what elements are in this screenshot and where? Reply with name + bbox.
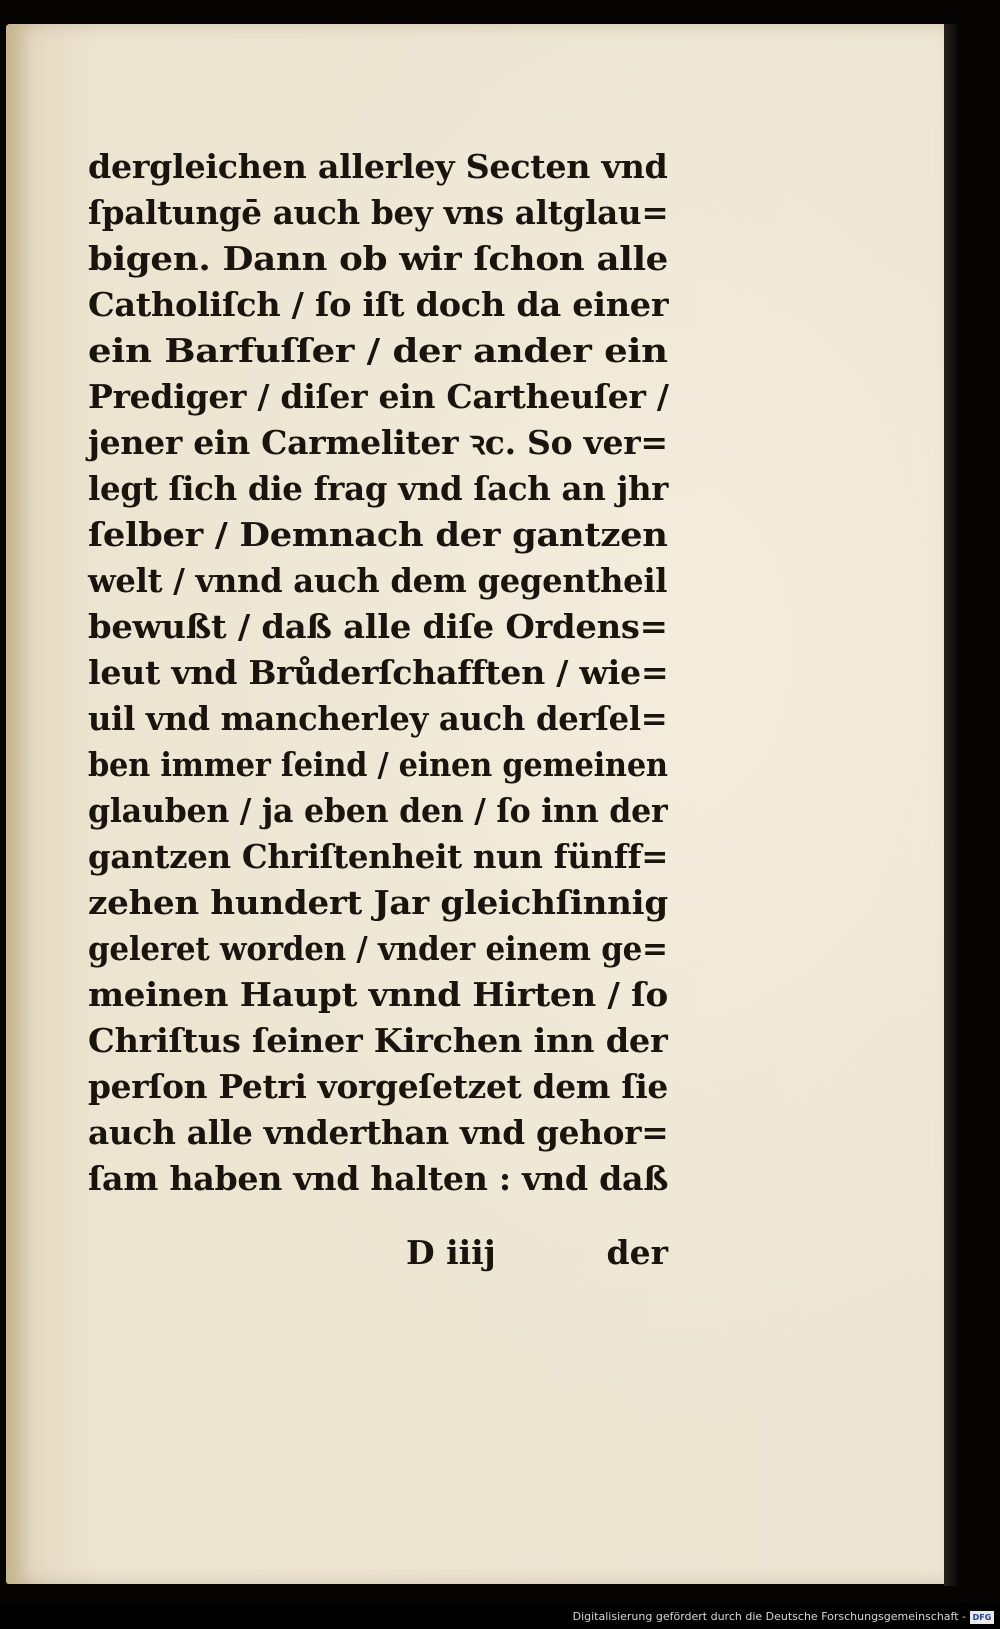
text-line-1: dergleichen allerley Secten vnd — [88, 147, 668, 186]
text-line-21: perſon Petri vorgeſetzet dem ſie — [88, 1067, 668, 1106]
catchword: der — [606, 1233, 668, 1272]
page-gutter-shadow — [6, 24, 32, 1584]
text-line-5: ein Barfuſſer / der ander ein — [88, 331, 668, 370]
text-line-12: leut vnd Brůderſchafften / wie= — [88, 653, 669, 692]
text-line-4: Catholiſch / ſo iſt doch da einer — [88, 285, 669, 324]
text-line-7: jener ein Carmeliter ꝛc. So ver= — [88, 423, 668, 462]
text-line-22: auch alle vnderthan vnd gehor= — [88, 1113, 669, 1152]
text-line-9: ſelber / Demnach der gantzen — [88, 515, 668, 554]
text-line-16: gantzen Chriſtenheit nun fünff= — [88, 837, 669, 876]
text-line-13: uil vnd mancherley auch derſel= — [88, 699, 668, 738]
text-line-20: Chriſtus ſeiner Kirchen inn der — [88, 1021, 668, 1060]
signature-mark: D iiij — [406, 1233, 496, 1272]
text-line-17: zehen hundert Jar gleichſinnig — [88, 883, 668, 922]
text-line-14: ben immer ſeind / einen gemeinen — [88, 745, 668, 784]
text-line-6: Prediger / diſer ein Cartheuſer / — [88, 377, 669, 416]
dfg-logo-icon: DFG — [970, 1611, 994, 1624]
credit-bar — [0, 1603, 1000, 1629]
text-line-10: welt / vnnd auch dem gegentheil — [88, 561, 668, 600]
text-line-11: bewußt / daß alle diſe Ordens= — [88, 607, 668, 646]
text-line-23: ſam haben vnd halten : vnd daß — [88, 1159, 669, 1198]
text-line-15: glauben / ja eben den / ſo inn der — [88, 791, 668, 830]
digitization-credit: Digitalisierung gefördert durch die Deutsche Forschungsgemeinschaft - — [572, 1610, 966, 1623]
text-line-3: bigen. Dann ob wir ſchon alle — [88, 239, 669, 278]
text-line-2: ſpaltungē auch bey vns altglau= — [88, 193, 669, 232]
text-line-19: meinen Haupt vnnd Hirten / ſo — [88, 975, 668, 1014]
text-line-18: geleret worden / vnder einem ge= — [88, 929, 668, 968]
page-footer — [88, 1233, 668, 1277]
text-line-8: legt ſich die frag vnd ſach an jhr — [88, 469, 669, 508]
book-binding-edge — [944, 24, 958, 1586]
